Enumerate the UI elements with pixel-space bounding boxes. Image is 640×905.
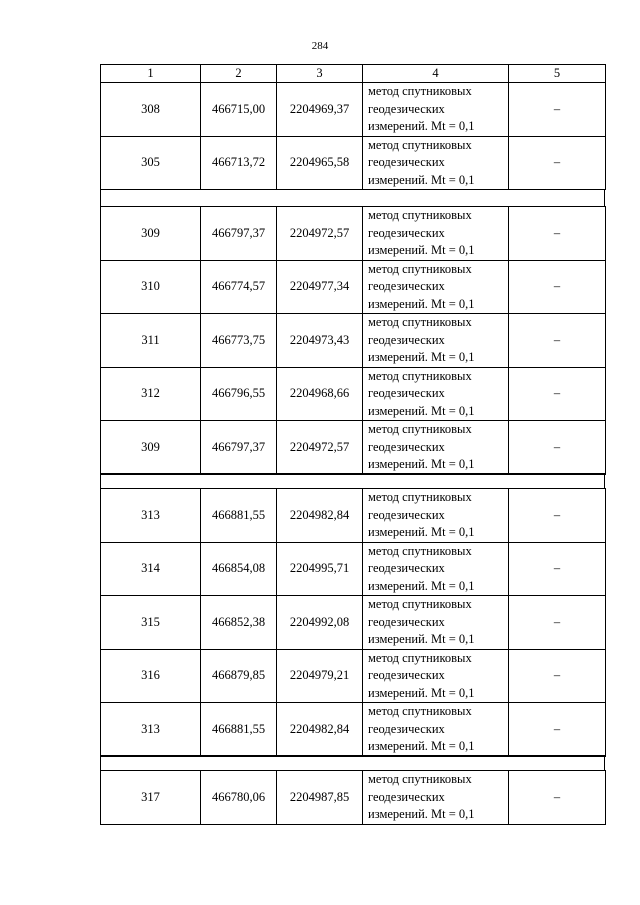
table-separator-row: [100, 755, 605, 771]
coordinates-table: [100, 488, 606, 757]
table-row: [101, 649, 606, 703]
note-cell: –: [509, 649, 606, 703]
note-cell: –: [509, 136, 606, 190]
method-cell: метод спутниковых геодезических измерений. Mt = 0,1: [363, 260, 509, 314]
table-row: [101, 367, 606, 421]
note-cell: –: [509, 207, 606, 261]
point-number-cell: 309: [101, 207, 201, 261]
method-cell: метод спутниковых геодезических измерений. Mt = 0,1: [363, 136, 509, 190]
y-coordinate-cell: 2204982,84: [277, 703, 363, 757]
table-separator-row: [100, 189, 605, 207]
y-coordinate-cell: 2204992,08: [277, 596, 363, 650]
point-number-cell: 317: [101, 771, 201, 825]
x-coordinate-cell: 466773,75: [201, 314, 277, 368]
point-number-cell: 312: [101, 367, 201, 421]
y-coordinate-cell: 2204987,85: [277, 771, 363, 825]
table-row: [101, 771, 606, 825]
note-cell: –: [509, 489, 606, 543]
x-coordinate-cell: 466780,06: [201, 771, 277, 825]
method-cell: метод спутниковых геодезических измерений. Mt = 0,1: [363, 421, 509, 475]
point-number-cell: 305: [101, 136, 201, 190]
note-cell: –: [509, 367, 606, 421]
x-coordinate-cell: 466854,08: [201, 542, 277, 596]
table-header-row: [101, 65, 606, 83]
method-cell: метод спутниковых геодезических измерений. Mt = 0,1: [363, 314, 509, 368]
header-cell: 4: [363, 65, 509, 83]
note-cell: –: [509, 421, 606, 475]
table-row: [101, 489, 606, 543]
header-cell: 2: [201, 65, 277, 83]
note-cell: –: [509, 703, 606, 757]
y-coordinate-cell: 2204965,58: [277, 136, 363, 190]
table-segment-3: [100, 488, 605, 757]
x-coordinate-cell: 466774,57: [201, 260, 277, 314]
point-number-cell: 309: [101, 421, 201, 475]
method-cell: метод спутниковых геодезических измерений. Mt = 0,1: [363, 703, 509, 757]
x-coordinate-cell: 466879,85: [201, 649, 277, 703]
y-coordinate-cell: 2204973,43: [277, 314, 363, 368]
method-cell: метод спутниковых геодезических измерений. Mt = 0,1: [363, 367, 509, 421]
coordinates-table: [100, 206, 606, 475]
point-number-cell: 316: [101, 649, 201, 703]
y-coordinate-cell: 2204979,21: [277, 649, 363, 703]
table-separator-row: [100, 473, 605, 489]
coordinates-table: [100, 770, 606, 825]
note-cell: –: [509, 83, 606, 137]
note-cell: –: [509, 771, 606, 825]
note-cell: –: [509, 596, 606, 650]
x-coordinate-cell: 466797,37: [201, 207, 277, 261]
header-cell: 1: [101, 65, 201, 83]
table-row: [101, 596, 606, 650]
y-coordinate-cell: 2204995,71: [277, 542, 363, 596]
method-cell: метод спутниковых геодезических измерений. Mt = 0,1: [363, 596, 509, 650]
x-coordinate-cell: 466797,37: [201, 421, 277, 475]
method-cell: метод спутниковых геодезических измерений. Mt = 0,1: [363, 489, 509, 543]
table-row: [101, 260, 606, 314]
note-cell: –: [509, 542, 606, 596]
table-row: [101, 136, 606, 190]
table-segment-4: [100, 770, 605, 825]
table-row: [101, 421, 606, 475]
table-row: [101, 703, 606, 757]
table-row: [101, 542, 606, 596]
x-coordinate-cell: 466713,72: [201, 136, 277, 190]
table-segment-1: [100, 64, 605, 190]
method-cell: метод спутниковых геодезических измерений. Mt = 0,1: [363, 83, 509, 137]
point-number-cell: 315: [101, 596, 201, 650]
y-coordinate-cell: 2204977,34: [277, 260, 363, 314]
x-coordinate-cell: 466715,00: [201, 83, 277, 137]
page-number: 284: [311, 40, 329, 52]
method-cell: метод спутниковых геодезических измерений. Mt = 0,1: [363, 771, 509, 825]
point-number-cell: 311: [101, 314, 201, 368]
point-number-cell: 314: [101, 542, 201, 596]
header-cell: 3: [277, 65, 363, 83]
table-segment-2: [100, 206, 605, 475]
y-coordinate-cell: 2204968,66: [277, 367, 363, 421]
x-coordinate-cell: 466852,38: [201, 596, 277, 650]
y-coordinate-cell: 2204969,37: [277, 83, 363, 137]
x-coordinate-cell: 466796,55: [201, 367, 277, 421]
y-coordinate-cell: 2204982,84: [277, 489, 363, 543]
x-coordinate-cell: 466881,55: [201, 703, 277, 757]
table-row: [101, 207, 606, 261]
point-number-cell: 313: [101, 703, 201, 757]
method-cell: метод спутниковых геодезических измерений. Mt = 0,1: [363, 542, 509, 596]
table-row: [101, 314, 606, 368]
method-cell: метод спутниковых геодезических измерений. Mt = 0,1: [363, 207, 509, 261]
note-cell: –: [509, 314, 606, 368]
method-cell: метод спутниковых геодезических измерений. Mt = 0,1: [363, 649, 509, 703]
header-cell: 5: [509, 65, 606, 83]
y-coordinate-cell: 2204972,57: [277, 421, 363, 475]
note-cell: –: [509, 260, 606, 314]
point-number-cell: 313: [101, 489, 201, 543]
point-number-cell: 308: [101, 83, 201, 137]
y-coordinate-cell: 2204972,57: [277, 207, 363, 261]
point-number-cell: 310: [101, 260, 201, 314]
coordinates-table: [100, 64, 606, 190]
x-coordinate-cell: 466881,55: [201, 489, 277, 543]
table-row: [101, 83, 606, 137]
